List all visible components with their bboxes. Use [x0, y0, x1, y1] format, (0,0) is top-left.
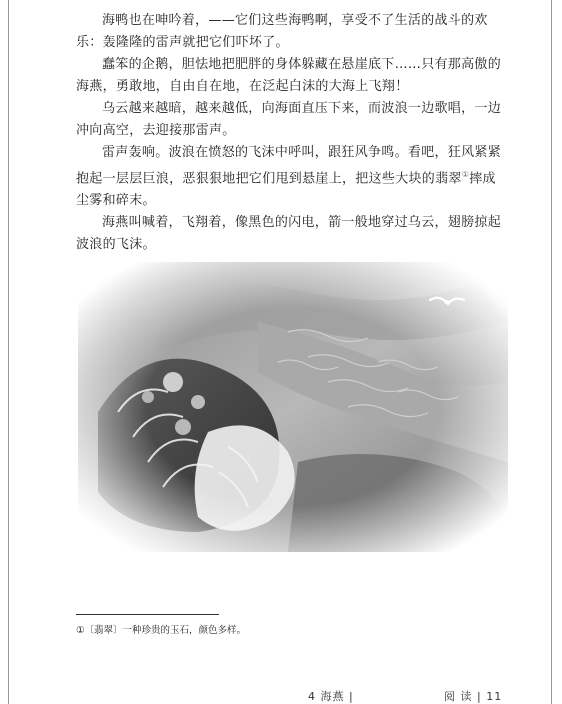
footer-unit-label: 4 海燕 | [308, 690, 354, 703]
paragraph-text: 雷声轰响。波浪在愤怒的飞沫中呼叫，跟狂风争鸣。看吧，狂风紧紧抱起一层层巨浪，恶狠狠地把它们甩到悬崖上，把这些大块的翡翠 [76, 145, 502, 187]
body-text [76, 10, 502, 256]
footer-page-label: 阅 读 | 11 [444, 690, 503, 703]
paragraph: 乌云越来越暗，越来越低，向海面直压下来，而波浪一边歌唱，一边冲向高空，去迎接那雷声。 [76, 101, 502, 138]
storm-sea-illustration-art [78, 262, 508, 552]
paragraph [76, 142, 502, 212]
footnote: ①〔翡翠〕一种珍贵的玉石，颜色多样。 [76, 625, 247, 636]
paragraph-text: 摔成尘雾和碎末。 [76, 171, 496, 209]
paragraph: 海鸭也在呻吟着，——它们这些海鸭啊，享受不了生活的战斗的欢乐：轰隆隆的雷声就把它们吓坏了。 [76, 13, 488, 50]
footnote-mark: ① [461, 170, 470, 179]
footnote-divider [76, 614, 219, 615]
paragraph: 海燕叫喊着，飞翔着，像黑色的闪电，箭一般地穿过乌云，翅膀掠起波浪的飞沫。 [76, 215, 502, 253]
storm-sea-illustration [78, 262, 508, 552]
paragraph: 蠢笨的企鹅，胆怯地把肥胖的身体躲藏在悬崖底下……只有那高傲的海燕，勇敢地，自由自在地，在泛起白沫的大海上飞翔！ [76, 57, 502, 94]
